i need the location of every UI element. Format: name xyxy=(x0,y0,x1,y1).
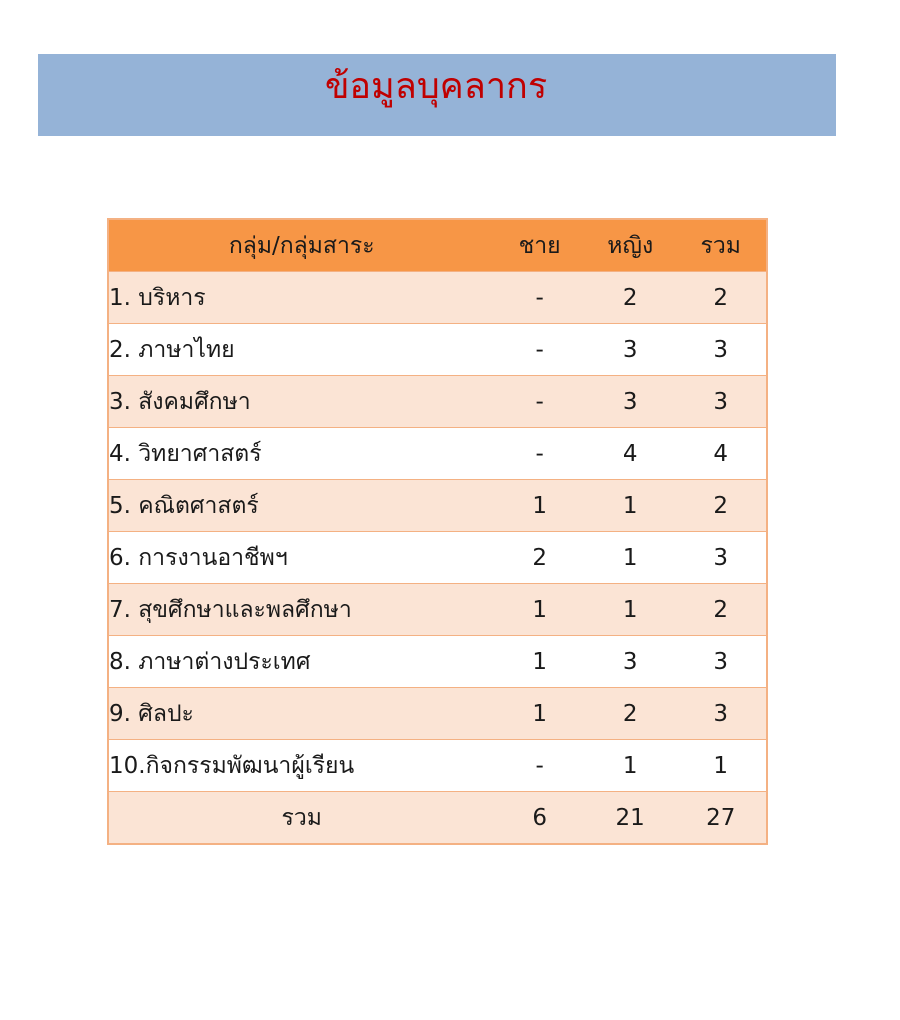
row-total: 3 xyxy=(675,636,767,688)
total-total: 27 xyxy=(675,792,767,845)
row-female: 3 xyxy=(585,376,676,428)
row-female: 1 xyxy=(585,480,676,532)
row-total: 2 xyxy=(675,584,767,636)
row-female: 1 xyxy=(585,532,676,584)
table-row xyxy=(108,376,767,428)
total-label: รวม xyxy=(108,792,494,845)
header-group: กลุ่ม/กลุ่มสาระ xyxy=(108,219,494,272)
row-male: 2 xyxy=(494,532,585,584)
header-female: หญิง xyxy=(585,219,676,272)
row-total: 3 xyxy=(675,688,767,740)
row-male: - xyxy=(494,376,585,428)
row-female: 1 xyxy=(585,584,676,636)
total-row xyxy=(108,792,767,845)
row-male: 1 xyxy=(494,480,585,532)
table-row xyxy=(108,480,767,532)
total-female: 21 xyxy=(585,792,676,845)
row-total: 3 xyxy=(675,376,767,428)
row-total: 4 xyxy=(675,428,767,480)
row-total: 3 xyxy=(675,532,767,584)
header-total: รวม xyxy=(675,219,767,272)
row-male: 1 xyxy=(494,584,585,636)
row-female: 3 xyxy=(585,324,676,376)
row-group: 3. สังคมศึกษา xyxy=(108,376,494,428)
row-group: 2. ภาษาไทย xyxy=(108,324,494,376)
table-row xyxy=(108,272,767,324)
row-male: - xyxy=(494,272,585,324)
row-female: 4 xyxy=(585,428,676,480)
staff-table xyxy=(107,218,768,845)
row-female: 2 xyxy=(585,688,676,740)
table-row xyxy=(108,688,767,740)
row-male: - xyxy=(494,324,585,376)
table-row xyxy=(108,532,767,584)
row-female: 3 xyxy=(585,636,676,688)
row-male: - xyxy=(494,428,585,480)
table-row xyxy=(108,324,767,376)
row-total: 2 xyxy=(675,480,767,532)
row-group: 9. ศิลปะ xyxy=(108,688,494,740)
header-male: ชาย xyxy=(494,219,585,272)
row-male: - xyxy=(494,740,585,792)
total-male: 6 xyxy=(494,792,585,845)
table-header-row xyxy=(108,219,767,272)
row-group: 10.กิจกรรมพัฒนาผู้เรียน xyxy=(108,740,494,792)
table-row xyxy=(108,428,767,480)
table-row xyxy=(108,740,767,792)
row-total: 3 xyxy=(675,324,767,376)
row-group: 8. ภาษาต่างประเทศ xyxy=(108,636,494,688)
row-female: 1 xyxy=(585,740,676,792)
row-group: 7. สุขศึกษาและพลศึกษา xyxy=(108,584,494,636)
row-female: 2 xyxy=(585,272,676,324)
row-total: 2 xyxy=(675,272,767,324)
row-male: 1 xyxy=(494,688,585,740)
row-total: 1 xyxy=(675,740,767,792)
row-group: 5. คณิตศาสตร์ xyxy=(108,480,494,532)
table-row xyxy=(108,636,767,688)
row-group: 6. การงานอาชีพฯ xyxy=(108,532,494,584)
table-row xyxy=(108,584,767,636)
row-group: 1. บริหาร xyxy=(108,272,494,324)
page-title: ข้อมูลบุคลากร xyxy=(324,66,548,107)
row-male: 1 xyxy=(494,636,585,688)
row-group: 4. วิทยาศาสตร์ xyxy=(108,428,494,480)
